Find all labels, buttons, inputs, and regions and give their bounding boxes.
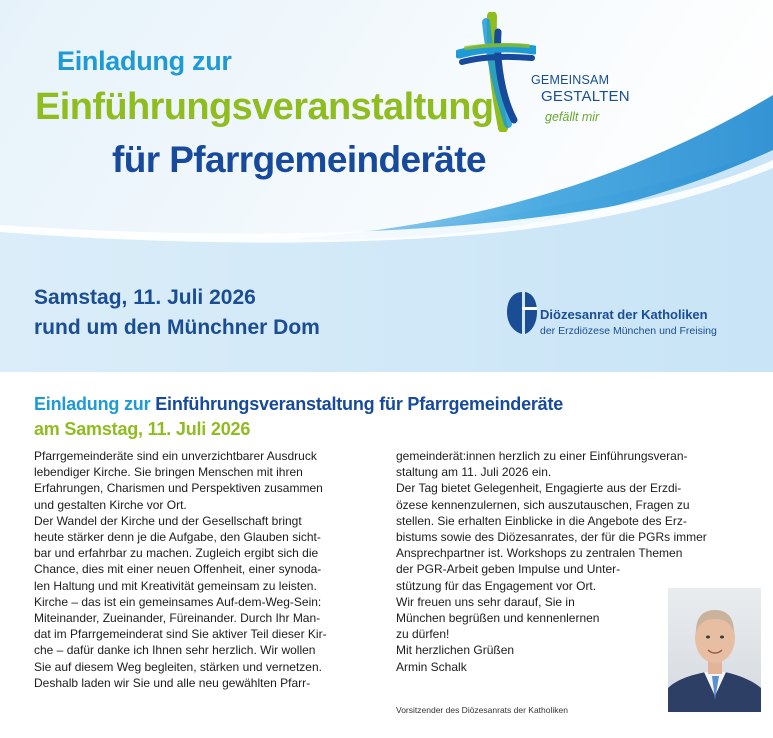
text-line: Miteinander, Zueinander, Füreinander. Durch Ihr Man- (34, 611, 321, 626)
text-line: der PGR-Arbeit geben Impulse und Unter- (396, 562, 621, 577)
signature-role: Vorsitzender des Diözesanrats der Katholiken (396, 705, 568, 715)
council-logo-icon (505, 290, 539, 336)
title-line-1: Einladung zur (57, 46, 232, 76)
logo-tagline: gefällt mir (545, 110, 600, 124)
text-line: bar und erfahrbar zu machen. Zugleich ergibt sich die (34, 546, 319, 561)
text-line: heute stärker denn je die Aufgabe, den Glauben sicht- (34, 530, 321, 545)
event-place: rund um den Münchner Dom (34, 316, 320, 339)
title-line-3: für Pfarrgemeinderäte (112, 139, 486, 180)
text-line: Der Wandel der Kirche und der Gesellschaft bringt (34, 513, 302, 528)
text-line: dat im Pfarrgemeinderat sind Sie aktiver Teil dieser Kir- (34, 627, 327, 642)
text-line: len Haltung und mit Kreativität gemeinsam zu leisten. (34, 578, 317, 593)
article-heading-part-2: Einführungsveranstaltung für Pfarrgemeinderäte (155, 394, 564, 414)
text-line: stützung für das Engagement vor Ort. (396, 578, 597, 593)
signature-name: Armin Schalk (396, 659, 467, 674)
text-line: Der Tag bietet Gelegenheit, Engagierte aus der Erzdi- (396, 481, 682, 496)
text-line: und gestalten Kirche vor Ort. (34, 497, 187, 512)
cross-logo-icon (456, 12, 536, 132)
text-line: Mit herzlichen Grüßen (396, 643, 515, 658)
text-line: özese kennenzulernen, sich auszutauschen, Fragen zu (396, 497, 690, 512)
text-line: gemeinderät:innen herzlich zu einer Einführungsveran- (396, 449, 688, 463)
text-line: Pfarrgemeinderäte sind ein unverzichtbarer Ausdruck (34, 449, 317, 463)
council-subtitle: der Erzdiözese München und Freising (540, 325, 717, 337)
title-line-2: Einführungsveranstaltung (35, 86, 494, 128)
article-heading (34, 394, 563, 415)
text-line: staltung am 11. Juli 2026 ein. (396, 465, 552, 480)
text-line: München begrüßen und kennenlernen (396, 611, 600, 626)
text-line: Ansprechpartner ist. Workshops zu zentralen Themen (396, 546, 683, 561)
text-line: stellen. Sie erhalten Einblicke in die Angebote des Erz- (396, 513, 687, 528)
text-line: Erfahrungen, Charismen und Perspektiven zusammen (34, 481, 323, 496)
text-line: bistums sowie des Diözesanrates, der für die PGRs immer (396, 530, 707, 545)
text-line: zu dürfen! (396, 627, 450, 642)
text-line: Sie auf diesem Weg begleiten, stärken und vernetzen. (34, 659, 322, 674)
article-heading-part-1: Einladung zur (34, 394, 151, 414)
text-line: lebendiger Kirche. Sie bringen Menschen mit ihren (34, 465, 303, 480)
text-line: Deshalb laden wir Sie und alle neu gewählten Pfarr- (34, 675, 311, 690)
text-line: Kirche – das ist ein gemeinsames Auf-dem-Weg-Sein: (34, 594, 322, 609)
event-date: Samstag, 11. Juli 2026 (34, 286, 256, 309)
text-column-left (34, 448, 374, 691)
text-line: Chance, dies mit einer neuen Offenheit, einer synoda- (34, 562, 322, 577)
council-name: Diözesanrat der Katholiken (540, 307, 708, 322)
logo-text-1: GEMEINSAM (531, 73, 610, 87)
text-line: che – dafür danke ich Ihnen sehr herzlich. Wir wollen (34, 643, 316, 658)
text-line: Wir freuen uns sehr darauf, Sie in (396, 594, 575, 609)
logo-text-2: GESTALTEN (541, 88, 630, 105)
article-subheading: am Samstag, 11. Juli 2026 (34, 419, 251, 439)
portrait-photo (668, 588, 761, 712)
